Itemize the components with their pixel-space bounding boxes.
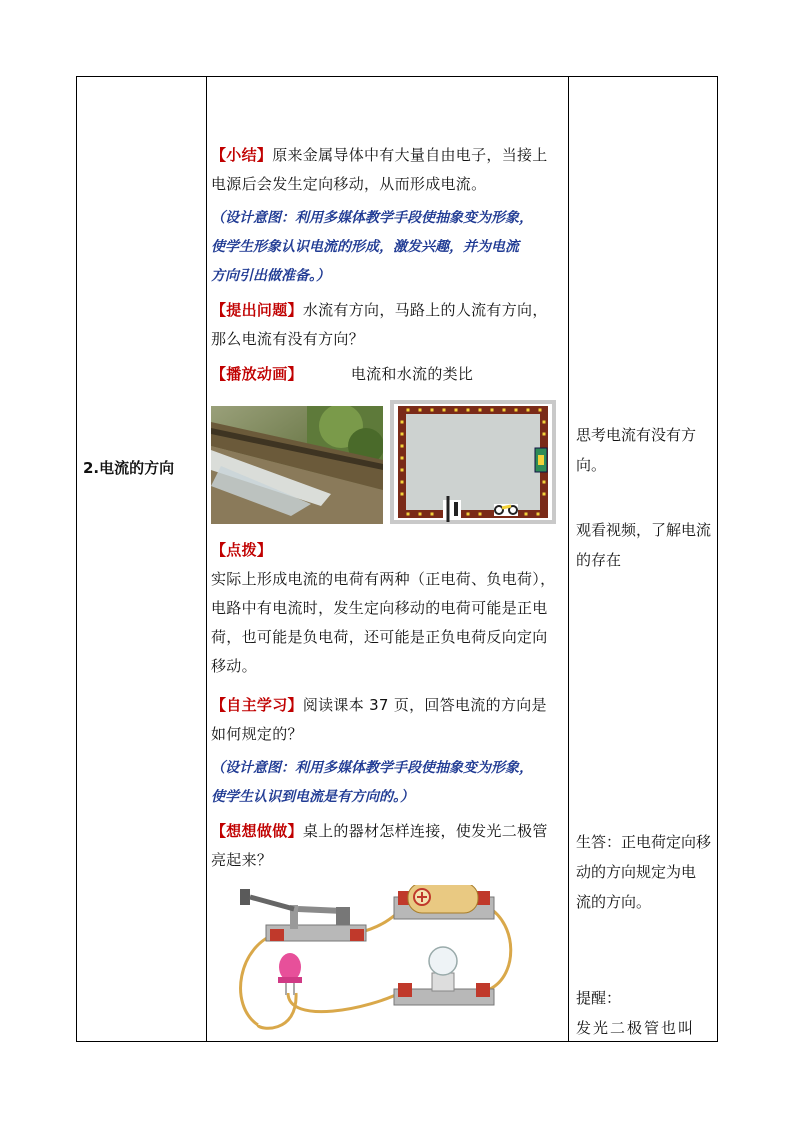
question-tag: 【提出问题】 — [211, 301, 303, 319]
design-note-line: 使学生形象认识电流的形成，激发兴趣，并为电流 — [211, 239, 519, 255]
animation-paragraph — [211, 360, 563, 389]
student-response-line: 发光二极管也叫 — [576, 1019, 696, 1037]
summary-paragraph — [211, 141, 563, 199]
student-response-line: 提醒： — [576, 989, 622, 1007]
student-response-line: 向。 — [576, 456, 607, 474]
student-response-line: 生答：正电荷定向移 — [576, 833, 712, 851]
student-response-line: 思考电流有没有方 — [576, 426, 697, 444]
student-response — [576, 515, 716, 575]
tip-line: 移动。 — [211, 657, 257, 675]
tip-tag: 【点拨】 — [211, 541, 273, 559]
circuit-animation-image — [390, 400, 556, 524]
self-study-line: 阅读课本 37 页，回答电流的方向是 — [302, 696, 547, 714]
self-study-line: 如何规定的？ — [211, 725, 303, 743]
lesson-table — [76, 76, 718, 1042]
think-line: 桌上的器材怎样连接，使发光二极管 — [302, 822, 548, 840]
design-note-line: （设计意图：利用多媒体教学手段使抽象变为形象， — [211, 760, 533, 776]
question-line: 那么电流有没有方向？ — [211, 330, 365, 348]
section-title: 2.电流的方向 — [83, 459, 175, 477]
student-response — [576, 983, 716, 1043]
water-flow-image — [211, 406, 383, 524]
tip-paragraph — [211, 536, 563, 681]
circuit-apparatus-image — [218, 885, 518, 1035]
design-note — [211, 204, 565, 291]
student-response-line: 的存在 — [576, 551, 622, 569]
think-line: 亮起来？ — [211, 851, 273, 869]
tip-line: 电路中有电流时，发生定向移动的电荷可能是正电 — [211, 599, 548, 617]
section-column — [77, 77, 206, 1041]
tip-line: 实际上形成电流的电荷有两种（正电荷、负电荷）， — [211, 570, 556, 588]
summary-tag: 【小结】 — [211, 146, 273, 164]
self-study-tag: 【自主学习】 — [211, 696, 303, 714]
student-response-line: 观看视频，了解电流 — [576, 521, 712, 539]
student-response-line: 流的方向。 — [576, 893, 652, 911]
think-paragraph — [211, 817, 563, 875]
student-response-line: 动的方向规定为电 — [576, 863, 697, 881]
design-note — [211, 754, 565, 812]
design-note-line: 使学生认识到电流是有方向的。） — [211, 789, 414, 805]
summary-line: 原来金属导体中有大量自由电子，当接上 — [272, 146, 548, 164]
student-response — [576, 420, 716, 480]
animation-caption: 电流和水流的类比 — [350, 365, 474, 383]
question-line: 水流有方向，马路上的人流有方向， — [302, 301, 548, 319]
think-tag: 【想想做做】 — [211, 822, 303, 840]
question-paragraph — [211, 296, 563, 354]
student-response — [576, 827, 716, 917]
design-note-line: 方向引出做准备。） — [211, 268, 330, 284]
summary-line: 电源后会发生定向移动，从而形成电流。 — [211, 175, 487, 193]
animation-tag: 【播放动画】 — [211, 365, 303, 383]
student-activity-column — [568, 77, 719, 1041]
design-note-line: （设计意图：利用多媒体教学手段使抽象变为形象， — [211, 210, 533, 226]
self-study-paragraph — [211, 691, 563, 749]
tip-line: 荷，也可能是负电荷，还可能是正负电荷反向定向 — [211, 628, 548, 646]
teaching-column — [206, 77, 568, 1041]
